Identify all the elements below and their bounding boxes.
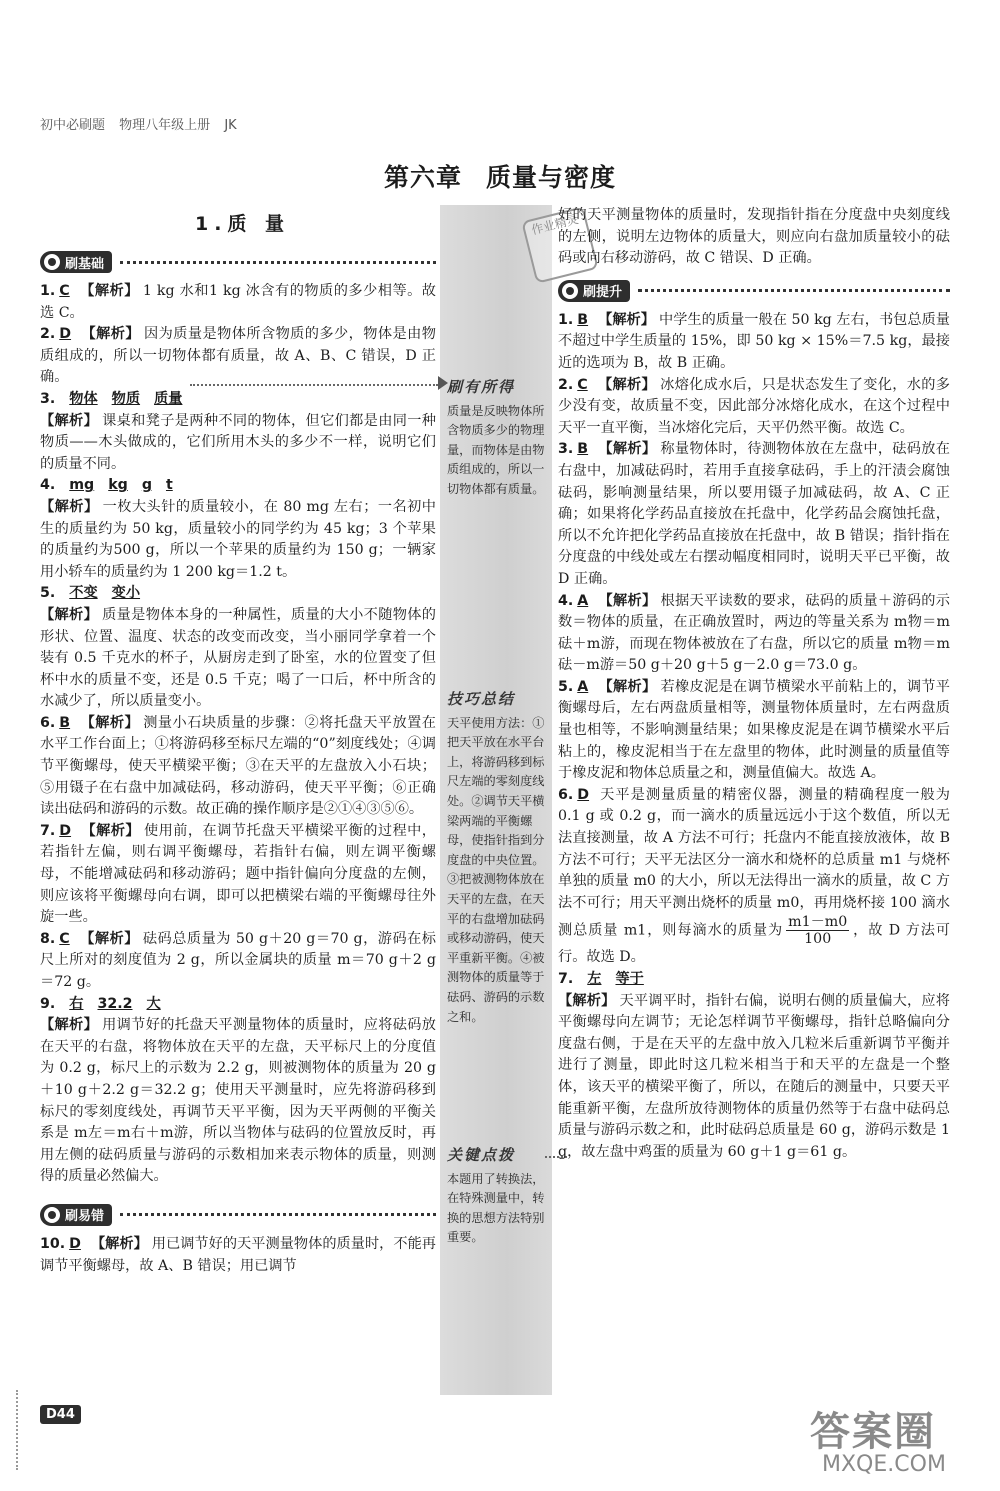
answer-choice: A [577, 592, 589, 609]
analysis-label: 【解析】 [79, 283, 139, 299]
sidebar-note-title: 技巧总结 [447, 690, 516, 708]
answer-choice: B [577, 441, 589, 458]
question-number: 4. [40, 477, 56, 494]
answer-blank: 左 [587, 971, 602, 987]
question-number: 5. [558, 678, 574, 695]
question-number: 7. [558, 971, 574, 987]
analysis-text: 一枚大头针的质量较小，在 80 mg 左右；一名初中生的质量约为 50 kg，质量较小的同学约为 45 kg；3 个苹果的质量约为500 g，所以一个苹果的质量约为 150 g；一辆家用小轿车的质量约为 1 200 kg＝1.2 t。 [40, 498, 436, 580]
sidebar-note-title: 关键点拨 [447, 1146, 516, 1164]
answer-blank: 物质 [111, 390, 141, 407]
analysis-text: 称量物体时，待测物体放在左盘中，砝码放在右盘中，加减砝码时，若用手直接拿砝码，手上的汗渍会腐蚀砝码，影响测量结果，所以要用镊子加减砝码，故 A、C 正确；如果将化学药品直接放在托盘中，化学药品会腐蚀托盘，所以不允许把化学药品直接放在托盘中，故 B 错误；指针指在分度盘的中线处或左右摆动幅度相同时，说明天平已平衡，故 D 正确。 [558, 441, 950, 587]
answer-blank: mg [69, 477, 95, 494]
watermark-logo: 答案圈 [810, 1409, 936, 1455]
book-icon [44, 1207, 60, 1223]
running-header [40, 114, 247, 133]
question-number: 4. [558, 592, 574, 609]
answer-item [558, 310, 950, 375]
chapter-heading [0, 158, 1000, 194]
question-number: 3. [558, 441, 574, 458]
analysis-label: 【解析】 [598, 592, 657, 609]
answer-blank: t [165, 477, 173, 494]
answer-item [40, 281, 436, 324]
book-icon [44, 254, 60, 270]
question-number: 10. [40, 1235, 66, 1252]
analysis-label: 【解析】 [90, 1235, 148, 1252]
question-number: 9. [40, 995, 56, 1012]
answer-choice: D [59, 822, 72, 839]
chapter-title: 质量与密度 [486, 163, 617, 192]
sidebar-note-text: 质量是反映物体所含物质多少的物理量，而物体是由物质组成的，所以一切物体都有质量。 [447, 403, 545, 496]
answer-choice: D [69, 1235, 81, 1252]
analysis-label: 【解析】 [598, 311, 655, 328]
answer-choice: C [577, 376, 588, 393]
answer-item [40, 1234, 436, 1277]
book-icon [562, 283, 578, 299]
question-number: 8. [40, 930, 56, 947]
analysis-text: 质量是物体本身的一种属性，质量的大小不随物体的形状、位置、温度、状态的改变而改变，当小丽同学拿着一个装有 0.5 千克水的杯子，从厨房走到了卧室，水的位置变了但杯中水的质量不变，还是 0.5 千克；喝了一口后，杯中所含的水减少了，所以质量变小。 [40, 606, 436, 710]
analysis-label: 【解析】 [40, 606, 99, 623]
sidebar-note-key [447, 1146, 549, 1248]
question-number: 3. [40, 390, 56, 407]
question-number: 2. [558, 376, 574, 393]
analysis-label: 【解析】 [81, 326, 140, 343]
dotted-rule [120, 1213, 436, 1216]
answer-item [558, 785, 950, 969]
analysis-label: 【解析】 [597, 376, 657, 393]
improve-tag [558, 278, 950, 304]
answer-choice: D [577, 786, 590, 803]
answer-item [40, 713, 436, 821]
analysis-text: ，故 D 方法可行。故选 D。 [558, 922, 950, 966]
analysis-label: 【解析】 [598, 678, 657, 695]
analysis-text: 根据天平读数的要求，砝码的质量＋游码的示数＝物体的质量，在正确放置时，两边的等量关系为 m物＝m砝＋m游，而现在物体被放在了右盘，所以它的质量 m物＝m砝－m游＝50 g＋20 g＋5 g－2.0 g＝73.0 g。 [558, 592, 950, 674]
analysis-label: 【解析】 [80, 714, 140, 731]
answer-blank: 物体 [69, 390, 98, 407]
question-number: 1. [40, 283, 56, 299]
tag-label: 刷基础 [65, 256, 105, 272]
mistake-tag [40, 1202, 436, 1228]
analysis-label: 【解析】 [40, 1017, 99, 1034]
question-number: 1. [558, 311, 574, 328]
analysis-label: 【解析】 [40, 412, 99, 429]
answer-blank: kg [108, 477, 128, 494]
analysis-text: 课桌和凳子是两种不同的物体，但它们都是由同一种物质——木头做成的，它们所用木头的多少不一样，说明它们的质量不同。 [40, 412, 436, 472]
answer-item [40, 821, 436, 929]
answer-blank: g [141, 477, 152, 494]
answer-blank: 等于 [615, 971, 644, 987]
answer-item [558, 591, 950, 677]
answer-blank: 右 [69, 995, 84, 1012]
answer-choice: B [577, 311, 589, 328]
analysis-text: 因为质量是物体所含物质的多少，物体是由物质组成的，所以一切物体都有质量，故 A、B、C 错误，D 正确。 [40, 326, 436, 386]
question-number: 7. [40, 822, 56, 839]
book-subject: 物理八年级上册 [119, 118, 211, 133]
analysis-label: 【解析】 [81, 822, 140, 839]
fraction [786, 914, 849, 947]
answer-item [558, 439, 950, 590]
analysis-text: 使用前，在调节托盘天平横梁平衡的过程中，若指针左偏，则右调平衡螺母，若指针右偏，则左调平衡螺母，不能增减砝码和移动游码；题中指针偏向分度盘的左侧，则应该将平衡螺母向右调，即可以把横梁右端的平衡螺母往外旋一些。 [40, 822, 436, 926]
analysis-label: 【解析】 [558, 992, 616, 1009]
answer-blank: 不变 [69, 585, 98, 602]
analysis-text: 用已调节好的天平测量物体的质量时，不能再调节平衡螺母，故 A、B 错误；用已调节 [40, 1235, 436, 1274]
answer-item [558, 969, 950, 1163]
analysis-text: 中学生的质量一般在 50 kg 左右，书包总质量不超过中学生质量的 15%，即 50 kg × 15%＝7.5 kg，最接近的选项为 B，故 B 正确。 [558, 311, 950, 371]
analysis-text: 若橡皮泥是在调节横梁水平前粘上的，调节平衡螺母后，左右两盘质量相等，测量物体质量时，左右两盘质量也相等，不影响测量结果；如果橡皮泥是在调节横梁水平后粘上的，橡皮泥相当于在左盘里的物体，此时测量的质量值等于橡皮泥和物体总质量之和，测量值偏大。故选 A。 [558, 678, 950, 782]
analysis-text: 砝码总质量为 50 g＋20 g＝70 g，游码在标尺上所对的刻度值为 2 g，所以金属块的质量 m＝70 g＋2 g＝72 g。 [40, 930, 436, 990]
fraction-numerator: m1－m0 [788, 914, 848, 931]
answer-item [558, 677, 950, 785]
answer-choice: C [59, 930, 70, 947]
question-number: 6. [40, 714, 56, 731]
question-number: 2. [40, 326, 56, 343]
analysis-text: 用调节好的托盘天平测量物体的质量时，应将砝码放在天平的右盘，将物体放在天平的左盘，天平标尺上的分度值为 0.2 g，标尺上的示数为 2.2 g，则被测物体的质量为 20 g＋10 g＋2.2 g＝32.2 g；使用天平测量时，应先将游码移到标尺的零刻度线处，再调节天平平衡，因为天平两侧的平衡关系是 m左＝m右＋m游，所以当物体与砝码的位置放反时，再用左侧的砝码质量与游码的示数相加来表示物体的质量，则测得的质量必然偏大。 [40, 1017, 436, 1185]
watermark-url: MXQE.COM [822, 1452, 946, 1477]
answer-blank: 32.2 [97, 995, 133, 1012]
answer-item [558, 375, 950, 440]
fraction-denominator: 100 [804, 931, 832, 948]
dotted-rule [120, 261, 436, 264]
corner-decoration [16, 1390, 32, 1470]
answer-choice: A [577, 678, 589, 695]
analysis-label: 【解析】 [79, 930, 139, 947]
question-number: 6. [558, 786, 574, 803]
sidebar-note-text: 本题用了转换法，在特殊测量中，转换的思想方法特别重要。 [447, 1171, 545, 1245]
sidebar-note-gains [447, 378, 549, 500]
tag-label: 刷易错 [65, 1209, 105, 1225]
answer-choice: C [59, 283, 70, 299]
question-number: 5. [40, 585, 56, 602]
answer-choice: B [59, 714, 71, 731]
answer-blank: 大 [146, 995, 161, 1012]
answer-item [40, 994, 436, 1188]
answer-item [40, 583, 436, 713]
right-column [558, 205, 950, 1163]
analysis-label: 【解析】 [598, 441, 657, 458]
analysis-text: 测量小石块质量的步骤：②将托盘天平放置在水平工作台面上；①将游码移至标尺左端的“0”刻度线处；④调节平衡螺母，使天平横梁平衡；③在天平的左盘放入小石块；⑤用镊子在右盘中加减砝码，移动游码，使天平平衡；⑥正确读出砝码和游码的示数。故正确的操作顺序是②①④③⑤⑥。 [40, 714, 436, 818]
book-series: 初中必刷题 [40, 118, 106, 133]
analysis-text: 冰熔化成水后，只是状态发生了变化，水的多少没有变，故质量不变，因此部分冰熔化成水，在这个过程中天平一直平衡，当冰熔化完后，天平仍然平衡。故选 C。 [558, 376, 950, 436]
answer-item [40, 929, 436, 994]
answer-blank: 变小 [111, 585, 141, 602]
left-column [40, 245, 436, 1277]
answer-item [40, 389, 436, 475]
basic-tag [40, 249, 436, 275]
sidebar-note-title: 刷有所得 [447, 378, 516, 396]
page-number: D44 [40, 1405, 81, 1424]
analysis-text: 天平是测量质量的精密仪器，测量的精确程度一般为 0.1 g 或 0.2 g，而一滴水的质量远远小于这个数值，所以无法直接测量，故 A 方法不可行；托盘内不能直接放液体，故 B 方法不可行；天平无法区分一滴水和烧杯的总质量 m1 与烧杯单独的质量 m0 的大小，所以无法得出一滴水的质量，故 C 方法不可行；用天平测出烧杯的质量 m0，再用烧杯接 100 滴水测总质量 m1，则每滴水的质量为 [558, 786, 950, 939]
answer-item [40, 324, 436, 389]
answer-item [40, 475, 436, 583]
stamp-logo: 作业精灵 [521, 206, 599, 284]
analysis-text: 天平调平时，指针右偏，说明右侧的质量偏大，应将平衡螺母向左调节；无论怎样调节平衡螺母，指针总略偏向分度盘右侧，于是在天平的左盘中放入几粒米后重新调节平衡并进行了测量，即此时这几粒米相当于和天平的左盘是一个整体，该天平的横梁平衡了，所以，在随后的测量中，只要天平能重新平衡，左盘所放待测物体的质量仍然等于右盘中砝码总质量与游码示数之和，此时砝码总质量是 60 g，游码示数是 1 g，故左盘中鸡蛋的质量为 60 g＋1 g＝61 g。 [558, 992, 950, 1160]
section-title: 1.质 量 [195, 213, 291, 235]
book-edition: JK [224, 118, 237, 133]
sidebar-note-text: 天平使用方法：①把天平放在水平台上，将游码移到标尺左端的零刻度线处。②调节天平横梁两端的平衡螺母，使指针指到分度盘的中央位置。③把被测物体放在天平的左盘，在天平的右盘增加砝码或移动游码，使天平重新平衡。④被测物体的质量等于砝码、游码的示数之和。 [447, 715, 545, 1024]
dotted-rule [638, 289, 950, 292]
analysis-label: 【解析】 [40, 498, 99, 515]
answer-choice: D [59, 326, 72, 343]
analysis-text: 1 kg 水和1 kg 冰含有的物质的多少相等。故选 C。 [40, 283, 436, 321]
tag-label: 刷提升 [583, 285, 623, 301]
sidebar-note-skills [447, 690, 549, 1027]
chapter-number: 第六章 [383, 163, 462, 192]
answer-blank: 质量 [154, 390, 183, 407]
continued-text: 好的天平测量物体的质量时，发现指针指在分度盘中央刻度线的左侧，说明左边物体的质量大，则应向右盘加质量较小的砝码或向右移动游码，故 C 错误、D 正确。 [558, 207, 950, 267]
